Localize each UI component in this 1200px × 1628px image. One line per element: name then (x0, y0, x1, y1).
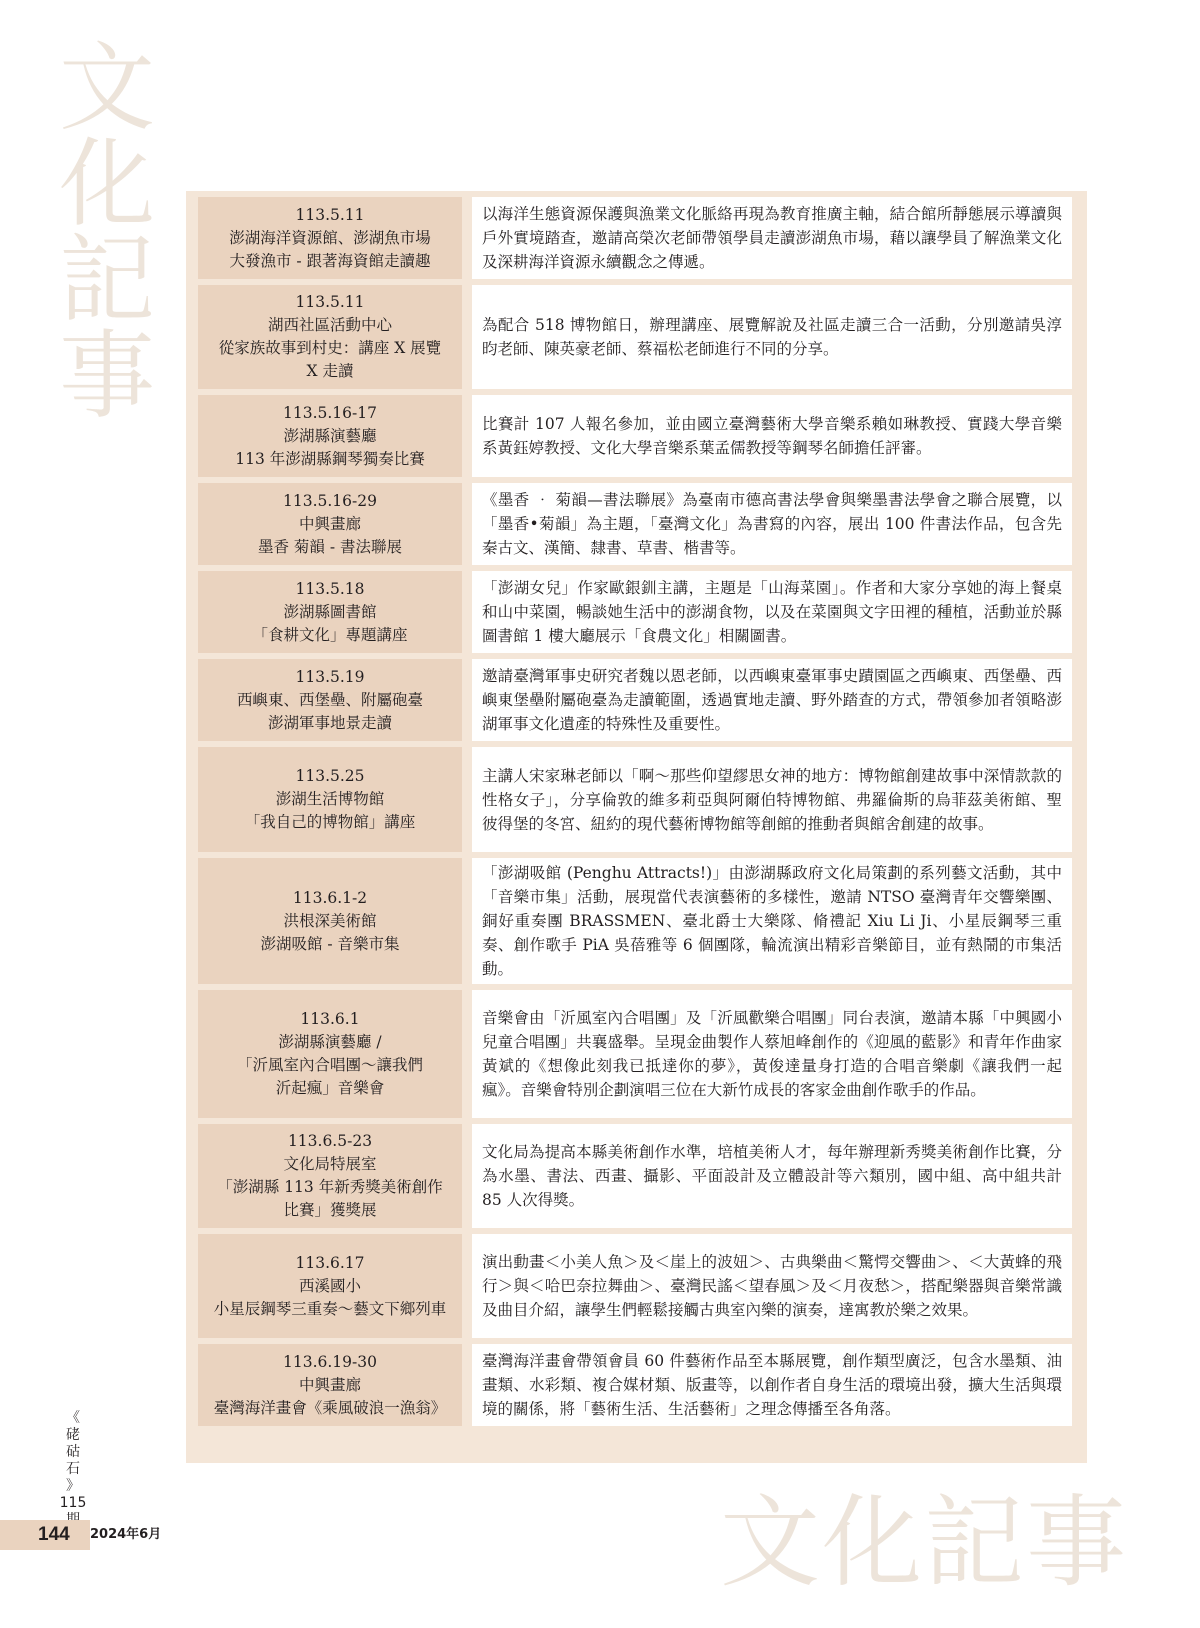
event-description (472, 990, 1072, 1118)
event-description (472, 285, 1072, 389)
event-row (198, 858, 1087, 984)
section-title-char: 文 (59, 32, 155, 144)
event-row (198, 285, 1087, 389)
event-line: 文化局特展室 (283, 1155, 377, 1173)
event-info-cell (198, 285, 462, 389)
event-description-text: 文化局為提高本縣美術創作水準，培植美術人才，每年辦理新秀獎美術創作比賽，分為水墨、書法、西畫、攝影、平面設計及立體設計等六類別，國中組、高中組共計 85 人次得獎。 (482, 1143, 1062, 1209)
section-title-char: 化 (59, 128, 155, 240)
event-row (198, 990, 1087, 1118)
magazine-name-char: 硓 (66, 1427, 80, 1443)
event-date: 113.5.19 (295, 667, 365, 686)
event-description-text: 以海洋生態資源保護與漁業文化脈絡再現為教育推廣主軸，結合館所靜態展示導讀與戶外實境踏查，邀請高榮次老師帶領學員走讀澎湖魚市場，藉以讓學員了解漁業文化及深耕海洋資源永續觀念之傳遞。 (482, 205, 1062, 271)
event-line: 「我自己的博物館」講座 (244, 813, 416, 831)
event-info-cell (198, 747, 462, 852)
event-line: 從家族故事到村史：講座 X 展覽 (218, 339, 442, 357)
event-line: 西溪國小 (298, 1276, 361, 1295)
event-line: 湖西社區活動中心 (267, 316, 392, 334)
event-line: 「沂風室內合唱團～讓我們 (236, 1056, 423, 1074)
event-info-cell (198, 1344, 462, 1426)
section-title-watermark: 文化記事 (720, 1484, 1128, 1601)
event-description (472, 483, 1072, 565)
event-description (472, 858, 1072, 984)
event-line: 中興畫廊 (298, 514, 361, 533)
event-line: 大發漁市 - 跟著海資館走讀趣 (229, 251, 431, 270)
event-line: 「澎湖縣 113 年新秀獎美術創作 (217, 1178, 443, 1196)
event-description (472, 659, 1072, 741)
event-date: 113.5.16-17 (283, 403, 377, 422)
event-description (472, 197, 1072, 279)
page-number: 144 (38, 1524, 70, 1545)
event-line: 澎湖縣演藝廳 (283, 426, 377, 445)
event-date: 113.5.11 (295, 205, 365, 224)
section-title-char: 記 (59, 224, 155, 336)
event-description (472, 747, 1072, 852)
event-line: 沂起瘋」音樂會 (275, 1079, 385, 1097)
event-row (198, 197, 1087, 279)
event-line: 臺灣海洋畫會《乘風破浪一漁翁》 (213, 1398, 447, 1417)
event-line: 澎湖縣圖書館 (283, 602, 377, 621)
event-row (198, 659, 1087, 741)
event-description (472, 1344, 1072, 1426)
event-date: 113.6.17 (295, 1253, 365, 1272)
event-description-text: 為配合 518 博物館日，辦理講座、展覽解說及社區走讀三合一活動，分別邀請吳淳昀老師、陳英豪老師、蔡福松老師進行不同的分享。 (482, 316, 1062, 358)
event-line: 比賽」獲獎展 (283, 1201, 377, 1219)
event-description-text: 《墨香 ‧ 菊韻—書法聯展》為臺南市德高書法學會與樂墨書法學會之聯合展覽，以「墨香•菊韻」為主題，「臺灣文化」為書寫的內容，展出 100 件書法作品，包含先秦古文、漢簡、隸書、草書、楷書等。 (482, 491, 1062, 557)
event-description-text: 「澎湖女兒」作家歐銀釧主講，主題是「山海菜園」。作者和大家分享她的海上餐桌和山中菜園，暢談她生活中的澎湖食物，以及在菜園與文字田裡的種植，活動並於縣圖書館 1 樓大廳展示「食農文化」相關圖書。 (482, 579, 1062, 645)
event-description (472, 1124, 1072, 1228)
event-row (198, 1234, 1087, 1338)
event-info-cell (198, 571, 462, 653)
event-line: 澎湖軍事地景走讀 (267, 713, 392, 732)
event-info-cell (198, 1124, 462, 1228)
event-info-cell (198, 1234, 462, 1338)
magazine-name-char: 𥑮 (66, 1444, 80, 1460)
event-line: 澎湖生活博物館 (275, 790, 385, 808)
event-line: X 走讀 (306, 362, 354, 380)
event-info-cell (198, 197, 462, 279)
event-info-cell (198, 990, 462, 1118)
magazine-name-char: 石 (66, 1461, 80, 1477)
event-description-text: 臺灣海洋畫會帶領會員 60 件藝術作品至本縣展覽，創作類型廣泛，包含水墨類、油畫類、水彩類、複合媒材類、版畫等，以創作者自身生活的環境出發，擴大生活與環境的關係，將「藝術生活、生活藝術」之理念傳播至各角落。 (482, 1352, 1062, 1418)
event-row (198, 571, 1087, 653)
event-info-cell (198, 858, 462, 984)
event-date: 113.6.5-23 (287, 1132, 373, 1150)
magazine-name-vertical (58, 1410, 88, 1529)
magazine-name-char: 》 (66, 1478, 80, 1494)
event-row (198, 1344, 1087, 1426)
event-description-text: 主講人宋家琳老師以「啊～那些仰望繆思女神的地方：博物館創建故事中深情款款的性格女子」，分享倫敦的維多莉亞與阿爾伯特博物館、弗羅倫斯的烏菲茲美術館、聖彼得堡的冬宮、紐約的現代藝術博物館等創館的推動者與館舍創建的故事。 (482, 766, 1062, 833)
event-date: 113.6.1 (300, 1010, 360, 1028)
event-line: 墨香 菊韻 - 書法聯展 (257, 537, 403, 556)
event-date: 113.5.16-29 (283, 491, 377, 510)
event-line: 小星辰鋼琴三重奏～藝文下鄉列車 (213, 1299, 447, 1318)
event-row (198, 747, 1087, 852)
event-info-cell (198, 395, 462, 477)
event-line: 澎湖海洋資源館、澎湖魚市場 (229, 228, 431, 247)
event-line: 「食耕文化」專題講座 (252, 625, 408, 644)
section-title-char: 事 (59, 320, 155, 432)
event-line: 洪根深美術館 (283, 911, 377, 930)
event-description (472, 571, 1072, 653)
event-date: 113.5.18 (295, 579, 365, 598)
event-date: 113.5.11 (295, 293, 365, 311)
section-title-vertical (52, 32, 162, 432)
event-date: 113.5.25 (295, 767, 365, 785)
event-description-text: 「澎湖吸館 (Penghu Attracts!)」由澎湖縣政府文化局策劃的系列藝文活動，其中「音樂市集」活動，展現當代表演藝術的多樣性，邀請 NTSO 臺灣青年交響樂團、銅好重奏團 BRASSMEN、臺北爵士大樂隊、脩禮記 Xiu Li Ji、小星辰鋼琴三重奏、創作歌手 PiA 吳蓓雅等 6 個團隊，輪流演出精彩音樂節目，並有熱鬧的市集活動。 (482, 864, 1062, 978)
event-line: 澎湖吸館 - 音樂市集 (260, 934, 400, 953)
publication-date: 2024年6月 (90, 1527, 162, 1542)
event-line: 西嶼東、西堡壘、附屬砲臺 (236, 690, 423, 709)
event-description (472, 395, 1072, 477)
event-line: 113 年澎湖縣鋼琴獨奏比賽 (235, 449, 425, 468)
event-info-cell (198, 483, 462, 565)
event-date: 113.6.19-30 (283, 1352, 377, 1371)
event-description-text: 邀請臺灣軍事史研究者魏以恩老師，以西嶼東臺軍事史蹟園區之西嶼東、西堡壘、西嶼東堡壘附屬砲臺為走讀範圍，透過實地走讀、野外踏查的方式，帶領參加者領略澎湖軍事文化遺產的特殊性及重要性。 (482, 667, 1062, 733)
event-description-text: 演出動畫＜小美人魚＞及＜崖上的波妞＞、古典樂曲＜驚愕交響曲＞、＜大黃蜂的飛行＞與＜哈巴奈拉舞曲＞、臺灣民謠＜望春風＞及＜月夜愁＞，搭配樂器與音樂常識及曲目介紹，讓學生們輕鬆接觸古典室內樂的演奏，達寓教於樂之效果。 (482, 1253, 1062, 1319)
events-table (186, 191, 1087, 1463)
issue-number: 115 (59, 1495, 87, 1511)
event-row (198, 1124, 1087, 1228)
event-info-cell (198, 659, 462, 741)
event-description-text: 音樂會由「沂風室內合唱團」及「沂風歡樂合唱團」同台表演，邀請本縣「中興國小兒童合唱團」共襄盛舉。呈現金曲製作人蔡旭峰創作的《迎風的藍影》和青年作曲家黃斌的《想像此刻我已抵達你的夢》，黃俊達量身打造的合唱音樂劇《讓我們一起瘋》。音樂會特別企劃演唱三位在大新竹成長的客家金曲創作歌手的作品。 (482, 1009, 1062, 1099)
event-line: 中興畫廊 (298, 1375, 361, 1394)
magazine-name-char: 《 (66, 1410, 80, 1426)
event-line: 澎湖縣演藝廳 / (278, 1033, 382, 1051)
event-date: 113.6.1-2 (292, 888, 368, 907)
event-row (198, 483, 1087, 565)
event-description-text: 比賽計 107 人報名參加，並由國立臺灣藝術大學音樂系賴如琳教授、實踐大學音樂系黃鈺婷教授、文化大學音樂系葉孟儒教授等鋼琴名師擔任評審。 (482, 415, 1062, 457)
event-row (198, 395, 1087, 477)
event-description (472, 1234, 1072, 1338)
